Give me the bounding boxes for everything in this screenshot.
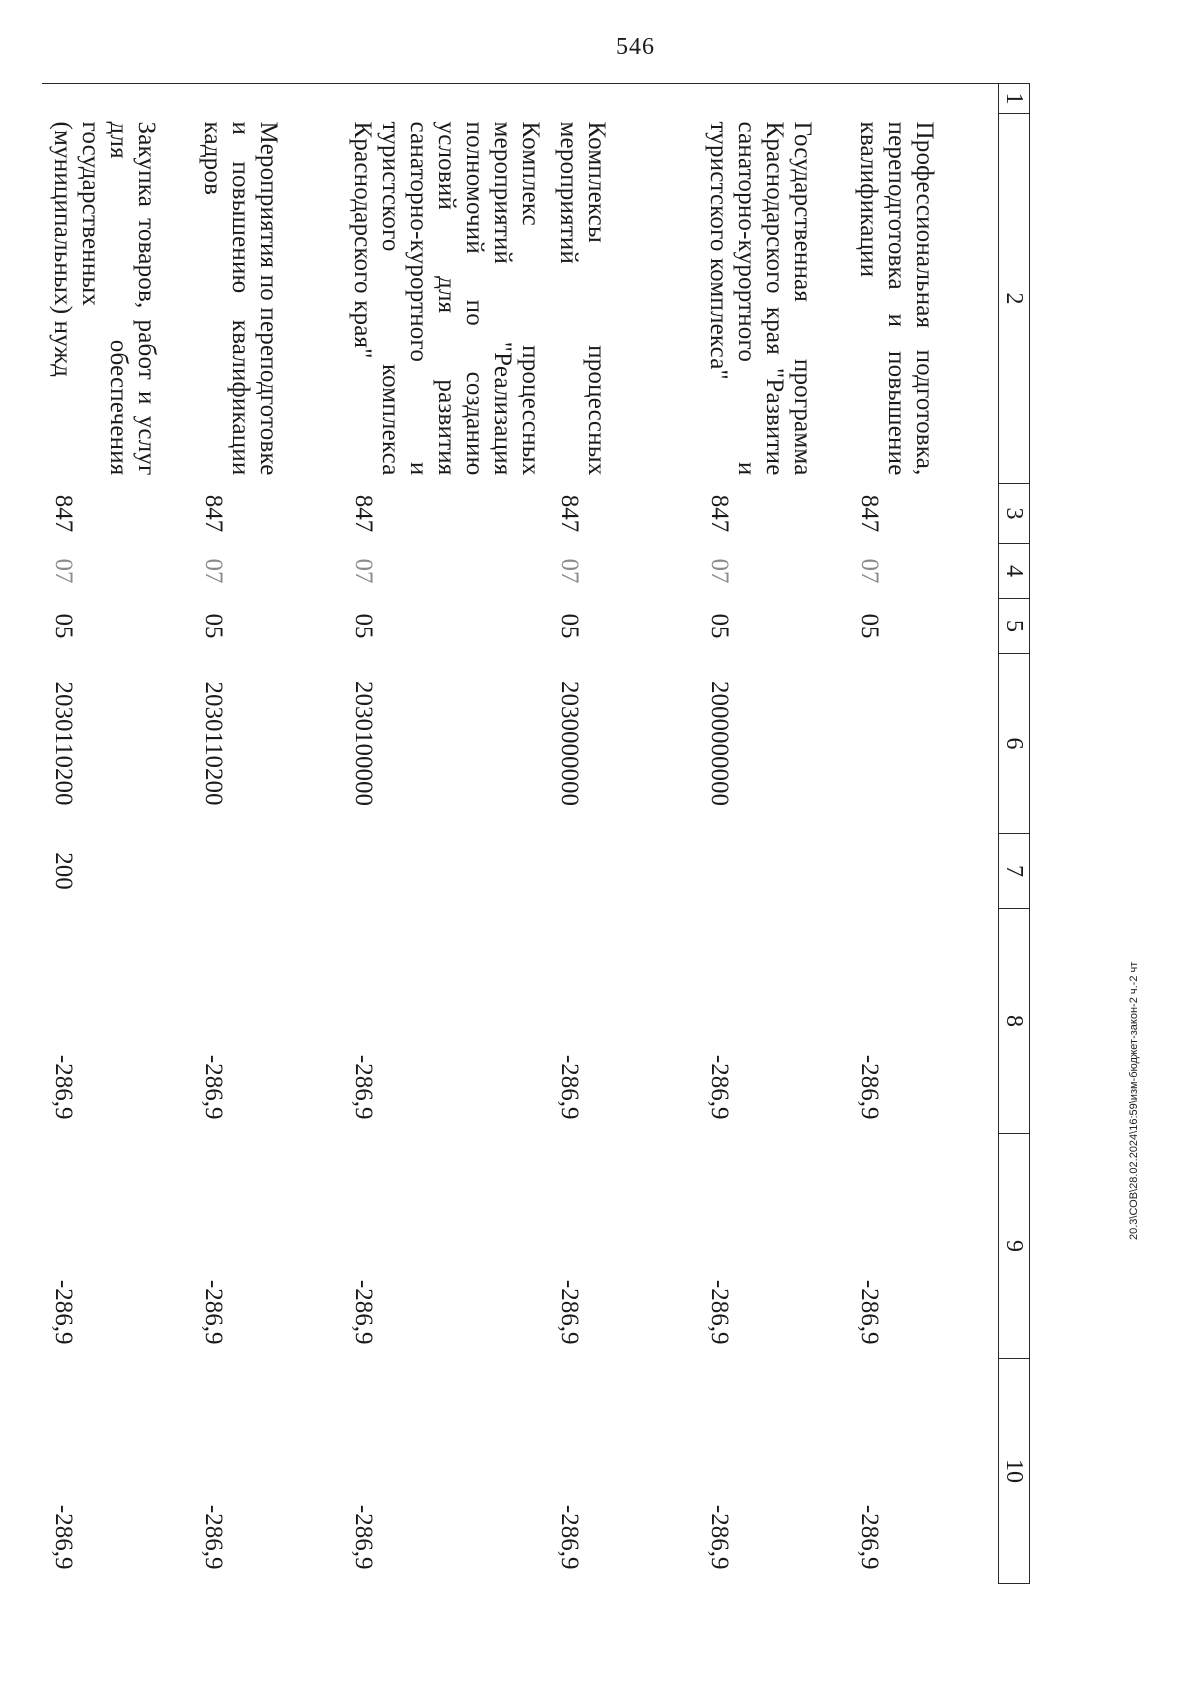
column-header-8: 8	[999, 909, 1030, 1134]
row-index-cell	[343, 84, 549, 114]
column-header-3: 3	[999, 484, 1030, 544]
expense-type-code	[193, 834, 343, 909]
row-index-cell	[193, 84, 343, 114]
file-path-note: 20.3\СОВ\28.02.2024\16:59\изм-бюджет-закон-2 ч.-2 чт	[1128, 961, 1140, 1240]
amount-col9: -286,9	[556, 1279, 584, 1345]
table-row	[549, 84, 699, 1584]
rotated-table-container	[49, 83, 1030, 1583]
table-row	[343, 84, 549, 1584]
amount-col10: -286,9	[856, 1504, 884, 1570]
amount-col9: -286,9	[350, 1279, 378, 1345]
section-code: 07	[200, 558, 228, 584]
amount-col10: -286,9	[706, 1504, 734, 1570]
amount-col10: -286,9	[556, 1504, 584, 1570]
amount-col9: -286,9	[50, 1279, 78, 1345]
section-code: 07	[706, 558, 734, 584]
expense-type-code	[699, 834, 849, 909]
column-header-5: 5	[999, 599, 1030, 654]
table-row	[849, 84, 999, 1584]
table-row	[699, 84, 849, 1584]
table-row	[43, 84, 193, 1584]
column-header-2: 2	[999, 114, 1030, 484]
target-article-code: 2030100000	[350, 681, 378, 806]
column-header-7: 7	[999, 834, 1030, 909]
column-header-10: 10	[999, 1359, 1030, 1584]
section-code: 07	[50, 558, 78, 584]
expense-type-code	[549, 834, 699, 909]
row-name: Закупка товаров, работ и услуг для обеспечения государственных (муниципальных) нужд	[49, 121, 161, 476]
amount-col8: -286,9	[856, 1054, 884, 1120]
column-header-1: 1	[999, 84, 1030, 114]
section-code: 07	[556, 558, 584, 584]
row-index-cell	[43, 84, 193, 114]
subsection-code: 05	[556, 613, 584, 639]
page-number: 546	[616, 34, 655, 60]
row-name: Комплекс процессных мероприятий "Реализация полномочий по созданию условий для развития санаторно-курортного и туристского комплекса Краснодарского края"	[349, 121, 545, 476]
row-name: Комплексы процессных мероприятий	[555, 121, 611, 476]
amount-col10: -286,9	[350, 1504, 378, 1570]
budget-table	[43, 83, 1031, 1584]
column-header-9: 9	[999, 1134, 1030, 1359]
amount-col9: -286,9	[856, 1279, 884, 1345]
expense-type-code	[343, 834, 549, 909]
amount-col10: -286,9	[50, 1504, 78, 1570]
ministry-code: 847	[200, 494, 228, 533]
amount-col8: -286,9	[50, 1054, 78, 1120]
amount-col9: -286,9	[706, 1279, 734, 1345]
target-article-code: 2030110200	[200, 681, 228, 806]
ministry-code: 847	[856, 494, 884, 533]
ministry-code: 847	[350, 494, 378, 533]
section-code: 07	[350, 558, 378, 584]
target-article-code	[849, 654, 999, 834]
column-header-4: 4	[999, 544, 1030, 599]
subsection-code: 05	[706, 613, 734, 639]
row-name: Профессиональная подготовка, переподготовка и повышение квалификации	[855, 121, 939, 476]
subsection-code: 05	[856, 613, 884, 639]
row-index-cell	[549, 84, 699, 114]
row-index-cell	[849, 84, 999, 114]
subsection-code: 05	[50, 613, 78, 639]
ministry-code: 847	[50, 494, 78, 533]
amount-col8: -286,9	[200, 1054, 228, 1120]
amount-col8: -286,9	[350, 1054, 378, 1120]
header-row	[999, 84, 1030, 1584]
target-article-code: 2000000000	[706, 681, 734, 806]
subsection-code: 05	[350, 613, 378, 639]
row-index-cell	[699, 84, 849, 114]
ministry-code: 847	[556, 494, 584, 533]
row-name: Мероприятия по переподготовке и повышению квалификации кадров	[199, 121, 283, 476]
amount-col8: -286,9	[556, 1054, 584, 1120]
amount-col9: -286,9	[200, 1279, 228, 1345]
column-header-6: 6	[999, 654, 1030, 834]
ministry-code: 847	[706, 494, 734, 533]
section-code: 07	[856, 558, 884, 584]
expense-type-code	[849, 834, 999, 909]
target-article-code: 2030000000	[556, 681, 584, 806]
amount-col8: -286,9	[706, 1054, 734, 1120]
target-article-code: 2030110200	[50, 681, 78, 806]
expense-type-code: 200	[50, 852, 78, 890]
table-row	[193, 84, 343, 1584]
subsection-code: 05	[200, 613, 228, 639]
amount-col10: -286,9	[200, 1504, 228, 1570]
row-name: Государственная программа Краснодарского края "Развитие санаторно-курортного и туристского комплекса"	[705, 121, 817, 476]
